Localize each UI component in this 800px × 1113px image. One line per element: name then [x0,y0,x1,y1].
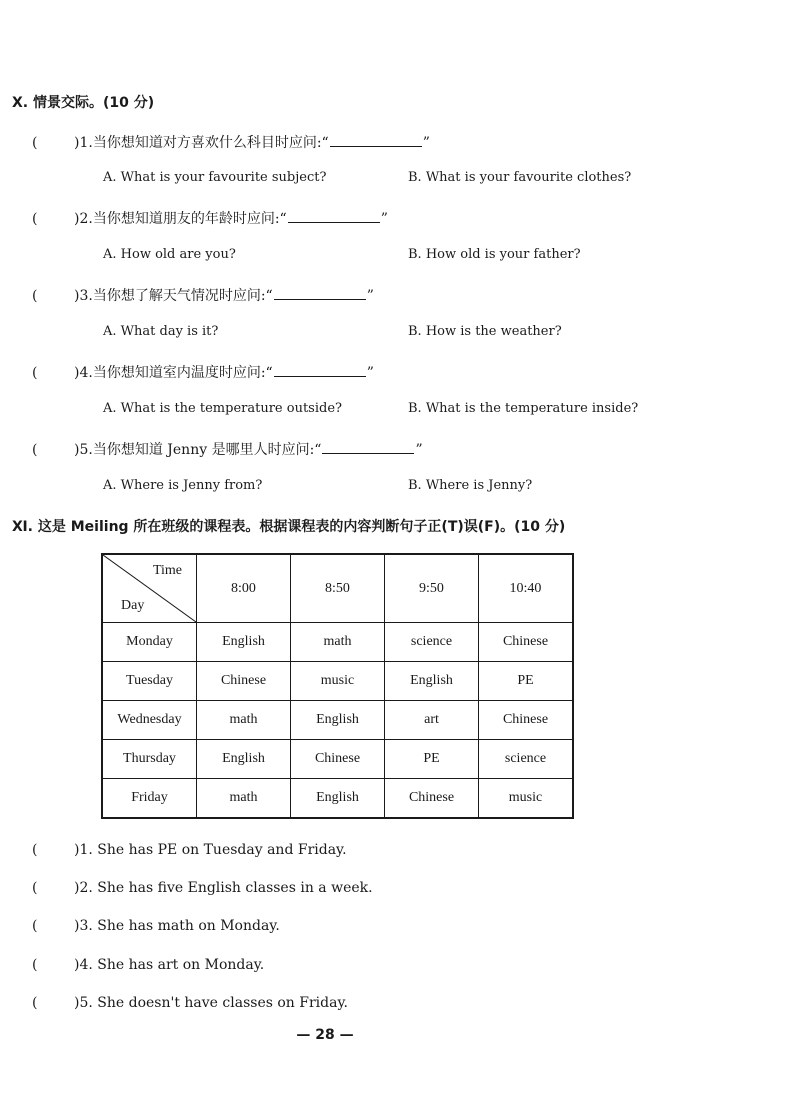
time-header: 8:50 [291,554,385,623]
question-3 [32,285,374,305]
corner-time-label: Time [152,563,182,578]
table-row [102,701,573,740]
answer-blank[interactable] [322,441,414,454]
subject-cell: PE [385,740,479,779]
subject-cell: math [197,701,291,740]
table-header-row [102,554,573,623]
tf-statement-1 [32,842,347,858]
close-quote: ” [366,365,374,381]
option-b: B. How old is your father? [408,247,581,262]
answer-paren[interactable]: ( [32,211,38,227]
subject-cell: English [385,662,479,701]
time-header: 9:50 [385,554,479,623]
subject-cell: art [385,701,479,740]
option-b: B. How is the weather? [408,324,562,339]
time-header: 8:00 [197,554,291,623]
table-row [102,623,573,662]
tf-statement-2 [32,880,373,896]
answer-blank[interactable] [274,364,366,377]
close-quote: ” [422,135,430,151]
subject-cell: Chinese [479,623,574,662]
table-row [102,662,573,701]
subject-cell: music [479,779,574,819]
subject-cell: English [197,740,291,779]
tf-statement-5 [32,995,348,1011]
question-prompt: 当你想知道对方喜欢什么科目时应问:“ [92,135,329,151]
question-2 [32,208,388,228]
question-number: )2. [74,211,93,227]
diagonal-line [103,555,196,622]
corner-day-label: Day [121,598,145,613]
subject-cell: Chinese [479,701,574,740]
table-row [102,779,573,819]
page-number: — 28 — [296,1027,354,1043]
statement-text: )4. She has art on Monday. [74,957,265,973]
statement-text: )5. She doesn't have classes on Friday. [74,995,348,1011]
subject-cell: PE [479,662,574,701]
day-cell: Friday [102,779,197,819]
statement-text: )3. She has math on Monday. [74,918,280,934]
option-b: B. What is your favourite clothes? [408,170,632,185]
answer-paren[interactable]: ( [32,957,38,973]
subject-cell: science [385,623,479,662]
statement-text: )1. She has PE on Tuesday and Friday. [74,842,347,858]
subject-cell: English [197,623,291,662]
question-number: )4. [74,365,93,381]
answer-blank[interactable] [274,287,366,300]
answer-blank[interactable] [330,134,422,147]
option-a: A. What is the temperature outside? [103,401,342,416]
answer-paren[interactable]: ( [32,880,38,896]
subject-cell: Chinese [291,740,385,779]
question-number: )5. [74,442,93,458]
day-cell: Tuesday [102,662,197,701]
subject-cell: English [291,701,385,740]
question-1 [32,132,430,152]
question-5 [32,439,423,459]
option-a: A. Where is Jenny from? [103,478,263,493]
question-number: )1. [74,135,93,151]
answer-paren[interactable]: ( [32,842,38,858]
question-4 [32,362,374,382]
subject-cell: Chinese [385,779,479,819]
subject-cell: math [291,623,385,662]
subject-cell: math [197,779,291,819]
question-prompt: 当你想了解天气情况时应问:“ [92,288,273,304]
subject-cell: English [291,779,385,819]
section-xi-title: Ⅺ. 这是 Meiling 所在班级的课程表。根据课程表的内容判断句子正(T)误(F)。(10 分) [12,519,566,535]
option-b: B. What is the temperature inside? [408,401,639,416]
option-a: A. What is your favourite subject? [103,170,327,185]
time-header: 10:40 [479,554,574,623]
answer-paren[interactable]: ( [32,442,38,458]
question-prompt: 当你想知道室内温度时应问:“ [92,365,273,381]
answer-blank[interactable] [288,210,380,223]
day-cell: Thursday [102,740,197,779]
answer-paren[interactable]: ( [32,995,38,1011]
close-quote: ” [380,211,388,227]
option-a: A. What day is it? [103,324,219,339]
subject-cell: Chinese [197,662,291,701]
subject-cell: music [291,662,385,701]
option-a: A. How old are you? [103,247,236,262]
table-row [102,740,573,779]
question-number: )3. [74,288,93,304]
corner-cell [102,554,197,623]
close-quote: ” [415,442,423,458]
question-prompt: 当你想知道 Jenny 是哪里人时应问:“ [92,442,322,458]
day-cell: Wednesday [102,701,197,740]
answer-paren[interactable]: ( [32,365,38,381]
close-quote: ” [366,288,374,304]
question-prompt: 当你想知道朋友的年龄时应问:“ [92,211,287,227]
answer-paren[interactable]: ( [32,918,38,934]
day-cell: Monday [102,623,197,662]
option-b: B. Where is Jenny? [408,478,533,493]
tf-statement-3 [32,918,280,934]
subject-cell: science [479,740,574,779]
statement-text: )2. She has five English classes in a week. [74,880,373,896]
section-x-title: Ⅹ. 情景交际。(10 分) [12,95,155,111]
answer-paren[interactable]: ( [32,288,38,304]
tf-statement-4 [32,957,264,973]
answer-paren[interactable]: ( [32,135,38,151]
schedule-table [101,553,574,819]
